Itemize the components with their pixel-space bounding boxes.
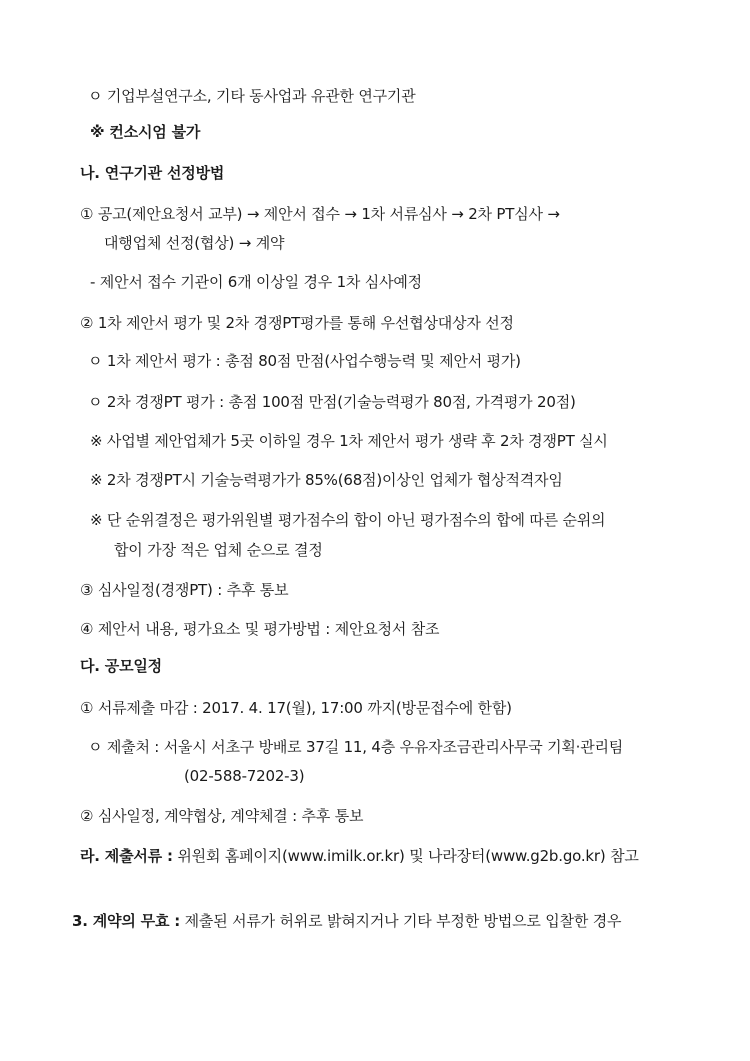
contract-void-label: 3. 계약의 무효 : — [72, 912, 181, 930]
evaluation-note-3-cont: 합이 가장 적은 업체 순으로 결정 — [114, 541, 323, 559]
evaluation-note-1: ※ 사업별 제안업체가 5곳 이하일 경우 1차 제안서 평가 생략 후 2차 경쟁PT 실시 — [90, 432, 608, 450]
second-evaluation-item: ㅇ 2차 경쟁PT 평가 : 총점 100점 만점(기술능력평가 80점, 가격평가 20점) — [88, 393, 576, 411]
contract-void-text: 제출된 서류가 허위로 밝혀지거나 기타 부정한 방법으로 입찰한 경우 — [184, 912, 622, 930]
selection-step-1: ① 공고(제안요청서 교부) → 제안서 접수 → 1차 서류심사 → 2차 PT심사 → — [80, 205, 560, 223]
submission-docs-line — [80, 846, 639, 866]
eligible-institutions-item: ㅇ 기업부설연구소, 기타 동사업과 유관한 연구기관 — [88, 87, 416, 105]
selection-step-1-cont: 대행업체 선정(협상) → 계약 — [104, 234, 285, 252]
first-evaluation-item: ㅇ 1차 제안서 평가 : 총점 80점 만점(사업수행능력 및 제안서 평가) — [88, 352, 521, 370]
consortium-note: ※ 컨소시엄 불가 — [90, 123, 201, 141]
contract-void-line — [72, 911, 621, 931]
schedule-step-2: ② 심사일정, 계약협상, 계약체결 : 추후 통보 — [80, 807, 364, 825]
screening-note: - 제안서 접수 기관이 6개 이상일 경우 1차 심사예정 — [90, 273, 422, 291]
submission-place-item: ㅇ 제출처 : 서울시 서초구 방배로 37길 11, 4층 우유자조금관리사무국 기획·관리팀 — [88, 738, 624, 756]
submission-docs-text: 위원회 홈페이지(www.imilk.or.kr) 및 나라장터(www.g2b.go.kr) 참고 — [177, 847, 639, 865]
evaluation-note-2: ※ 2차 경쟁PT시 기술능력평가가 85%(68점)이상인 업체가 협상적격자임 — [90, 471, 563, 489]
schedule-step-1: ① 서류제출 마감 : 2017. 4. 17(월), 17:00 까지(방문접수에 한함) — [80, 699, 512, 717]
evaluation-note-3: ※ 단 순위결정은 평가위원별 평가점수의 합이 아닌 평가점수의 합에 따른 순위의 — [90, 511, 606, 529]
section-heading-selection-method: 나. 연구기관 선정방법 — [80, 164, 225, 182]
submission-docs-label: 라. 제출서류 : — [80, 847, 173, 865]
section-heading-schedule: 다. 공모일정 — [80, 657, 162, 675]
selection-step-3: ③ 심사일정(경쟁PT) : 추후 통보 — [80, 581, 289, 599]
selection-step-4: ④ 제안서 내용, 평가요소 및 평가방법 : 제안요청서 참조 — [80, 620, 440, 638]
selection-step-2: ② 1차 제안서 평가 및 2차 경쟁PT평가를 통해 우선협상대상자 선정 — [80, 314, 514, 332]
submission-phone: (02-588-7202-3) — [184, 767, 305, 785]
